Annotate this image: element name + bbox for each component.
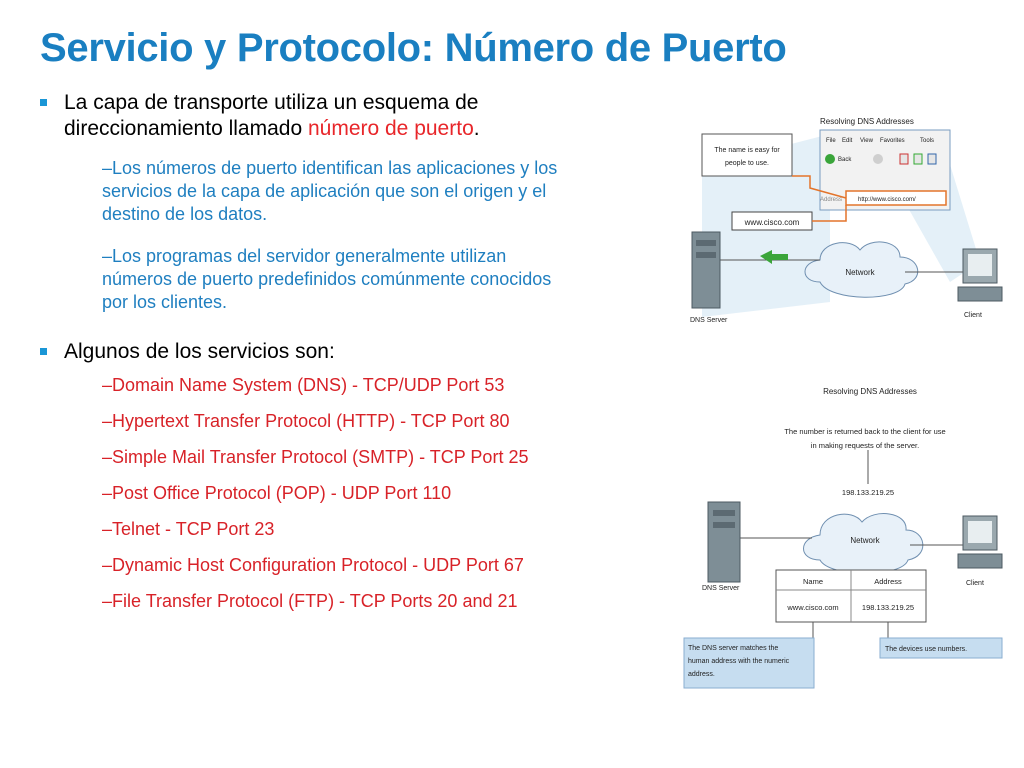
back-arrow-icon	[825, 154, 835, 164]
back-label: Back	[838, 157, 852, 163]
bullet-services-text: Algunos de los servicios son:	[64, 340, 335, 363]
sub-port-identify	[102, 157, 557, 226]
server-slot	[713, 522, 735, 528]
service-list	[102, 374, 528, 626]
table-header-name: Name	[802, 577, 824, 586]
service-item: –Simple Mail Transfer Protocol (SMTP) - TCP Port 25	[102, 447, 529, 467]
server-slot	[696, 240, 716, 246]
bullet-period: .	[473, 117, 480, 140]
table-cell-address: 198.133.219.25	[861, 603, 915, 612]
return-note-line: in making requests of the server.	[810, 441, 920, 450]
bullet-transport-text: direccionamiento llamado	[64, 117, 308, 140]
client-label: Client	[964, 312, 982, 319]
sub-line: números de puerto predefinidos comúnmente conocidos	[102, 269, 552, 289]
return-note-line: The number is returned back to the client for use	[784, 427, 946, 436]
client-base	[958, 554, 1002, 568]
client-label: Client	[966, 580, 984, 587]
bullet-transport	[64, 90, 480, 142]
service-item: –Hypertext Transfer Protocol (HTTP) - TCP Port 80	[102, 411, 510, 431]
diagram2-heading: Resolving DNS Addresses	[823, 387, 917, 396]
callout-line: The DNS server matches the	[688, 645, 779, 652]
callout-line: human address with the numeric	[688, 658, 790, 665]
diagram1-heading: Resolving DNS Addresses	[820, 117, 914, 126]
menu-item: View	[860, 138, 873, 144]
port-number-term: número de puerto	[307, 117, 474, 140]
bullet-marker	[40, 348, 47, 355]
service-item: –Dynamic Host Configuration Protocol - UDP Port 67	[102, 555, 524, 575]
server-slot	[713, 510, 735, 516]
url-text: http://www.cisco.com/	[858, 197, 916, 203]
dns-server-label: DNS Server	[702, 585, 740, 592]
sub-line: por los clientes.	[102, 292, 228, 312]
ip-label: 198.133.219.25	[841, 488, 895, 497]
callout-line: address.	[688, 671, 715, 678]
query-text: www.cisco.com	[744, 218, 800, 227]
dns-query-diagram	[680, 112, 1010, 327]
service-item: –Domain Name System (DNS) - TCP/UDP Port 53	[102, 375, 505, 395]
table-header-address: Address	[874, 577, 902, 586]
network-label: Network	[850, 536, 880, 545]
bullet-services	[64, 339, 335, 365]
sub-line: servicios de la capa de aplicación que son el origen y el	[102, 181, 547, 201]
address-label: Address	[820, 197, 843, 203]
bullet-transport-line1: La capa de transporte utiliza un esquema de	[64, 91, 479, 114]
dns-server-label: DNS Server	[690, 317, 728, 324]
menu-item: Tools	[920, 138, 935, 144]
callout-line: people to use.	[725, 160, 769, 167]
service-item: –Post Office Protocol (POP) - UDP Port 110	[102, 483, 452, 503]
refresh-icon	[914, 154, 922, 164]
bullet-marker	[40, 99, 47, 106]
service-item: –Telnet - TCP Port 23	[102, 519, 275, 539]
sub-line: –Los números de puerto identifican las aplicaciones y los	[102, 158, 558, 178]
sub-line: –Los programas del servidor generalmente utilizan	[102, 246, 507, 266]
client-screen	[968, 521, 992, 543]
stop-icon	[900, 154, 908, 164]
table-cell-name: www.cisco.com	[787, 603, 839, 612]
client-base	[958, 287, 1002, 301]
forward-arrow-icon	[873, 154, 883, 164]
callout-box	[702, 134, 792, 176]
client-screen	[968, 254, 992, 276]
menu-item: Favorites	[880, 138, 905, 144]
network-label: Network	[845, 268, 875, 277]
bullet-transport-line2	[64, 116, 480, 142]
service-item: –File Transfer Protocol (FTP) - TCP Ports 20 and 21	[102, 591, 518, 611]
slide-title: Servicio y Protocolo: Número de Puerto	[40, 26, 787, 70]
sub-line: destino de los datos.	[102, 204, 268, 224]
home-icon	[928, 154, 936, 164]
callout-line: The name is easy for	[714, 147, 780, 154]
callout-text: The devices use numbers.	[885, 646, 968, 653]
server-slot	[696, 252, 716, 258]
dns-response-diagram	[680, 380, 1010, 690]
menu-item: File	[826, 138, 836, 144]
menu-item: Edit	[842, 138, 853, 144]
sub-server-programs	[102, 245, 551, 314]
